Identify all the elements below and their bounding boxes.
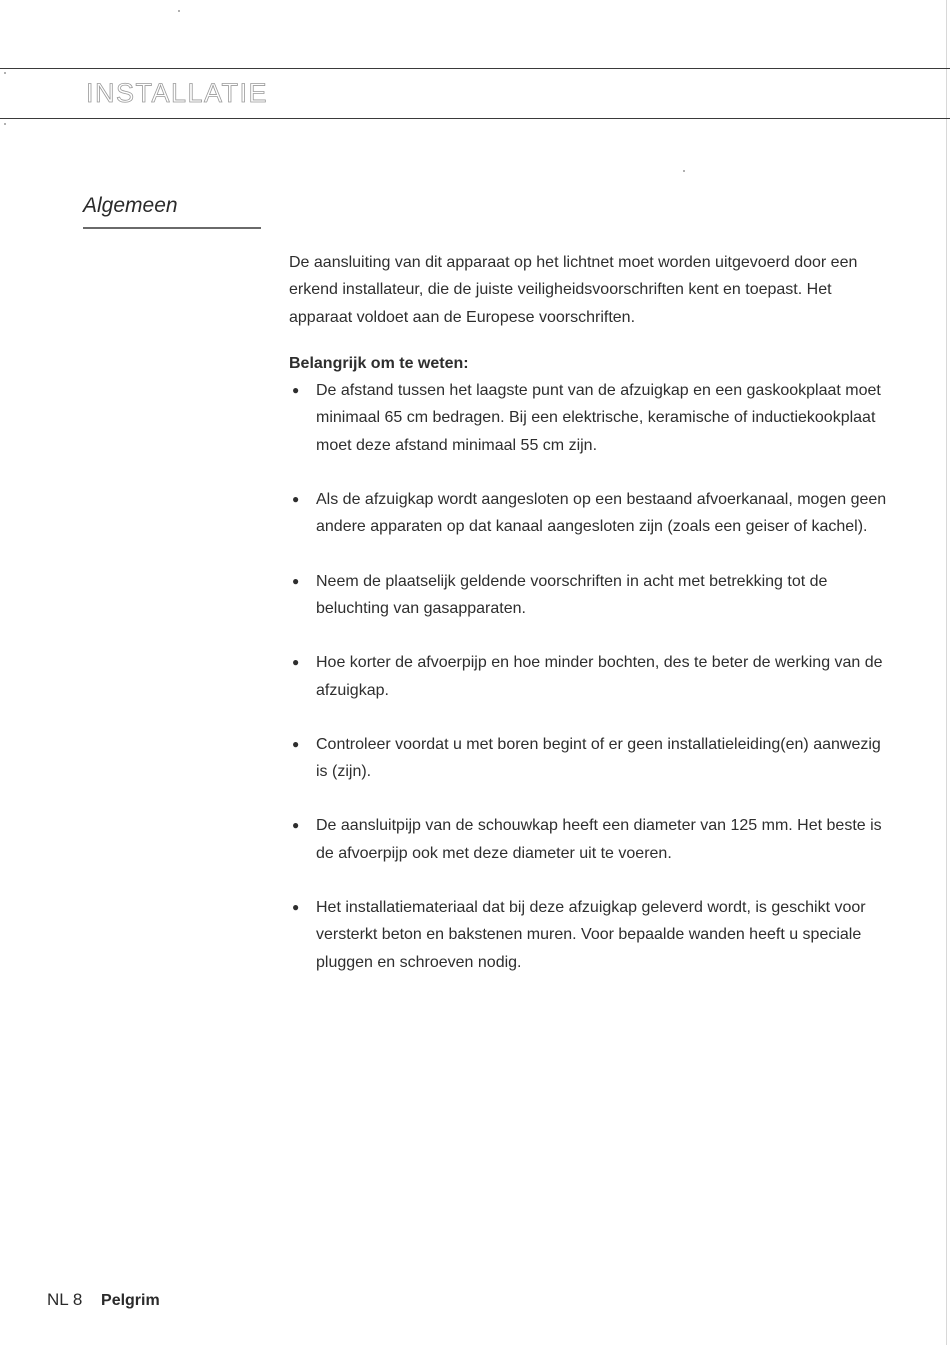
- bullet-list: [289, 377, 889, 976]
- scan-speck: [4, 72, 6, 74]
- list-item-text: De afstand tussen het laagste punt van de afzuigkap en een gaskookplaat moet minimaal 65 cm bedragen. Bij een elektrische, keramische of inductiekookplaat moet deze afstand minimaal 55 cm zijn.: [316, 382, 881, 454]
- bullet-icon: ●: [292, 655, 300, 670]
- list-item: [289, 486, 889, 541]
- list-item: [289, 731, 889, 786]
- scan-speck: [4, 123, 6, 125]
- subheading: Algemeen: [83, 194, 178, 217]
- bullet-icon: ●: [292, 818, 300, 833]
- list-item: [289, 812, 889, 867]
- list-item-text: Het installatiemateriaal dat bij deze afzuigkap geleverd wordt, is geschikt voor versterkt beton en bakstenen muren. Voor bepaalde wanden heeft u speciale pluggen en schroeven nodig.: [316, 899, 866, 971]
- scan-speck: [683, 170, 685, 172]
- page-number: NL 8: [47, 1290, 83, 1309]
- list-item: [289, 568, 889, 623]
- bullet-icon: ●: [292, 736, 300, 751]
- list-item-text: Controleer voordat u met boren begint of er geen installatieleiding(en) aanwezig is (zijn).: [316, 735, 881, 781]
- header-rule-top: [0, 68, 950, 69]
- list-item: [289, 649, 889, 704]
- bullet-icon: ●: [292, 900, 300, 915]
- list-item: [289, 377, 889, 459]
- list-item-text: Hoe korter de afvoerpijp en hoe minder bochten, des te beter de werking van de afzuigkap.: [316, 654, 883, 699]
- brand-logo: Pelgrim: [101, 1292, 160, 1309]
- page-edge: [946, 0, 947, 1345]
- header-rule-bottom: [0, 118, 950, 119]
- bullet-icon: ●: [292, 383, 300, 398]
- scan-speck: [178, 10, 180, 12]
- list-item: [289, 894, 889, 976]
- subheading-underline: [83, 227, 261, 229]
- bullet-icon: ●: [292, 492, 300, 507]
- bullet-icon: ●: [292, 573, 300, 588]
- list-item-text: Als de afzuigkap wordt aangesloten op een bestaand afvoerkanaal, mogen geen andere apparaten op dat kanaal aangesloten zijn (zoals een geiser of kachel).: [316, 491, 887, 536]
- section-title: INSTALLATIE: [86, 78, 269, 108]
- intro-paragraph: De aansluiting van dit apparaat op het lichtnet moet worden uitgevoerd door een erkend installateur, die de juiste veiligheidsvoorschriften kent en toepast. Het apparaat voldoet aan de Europese voorschriften.: [289, 254, 858, 326]
- list-item-text: De aansluitpijp van de schouwkap heeft een diameter van 125 mm. Het beste is de afvoerpijp ook met deze diameter uit te voeren.: [316, 817, 882, 862]
- body-text: [289, 249, 889, 1003]
- page-footer: [47, 1290, 160, 1310]
- important-heading: Belangrijk om te weten:: [289, 354, 469, 372]
- list-item-text: Neem de plaatselijk geldende voorschriften in acht met betrekking tot de beluchting van gasapparaten.: [316, 572, 828, 617]
